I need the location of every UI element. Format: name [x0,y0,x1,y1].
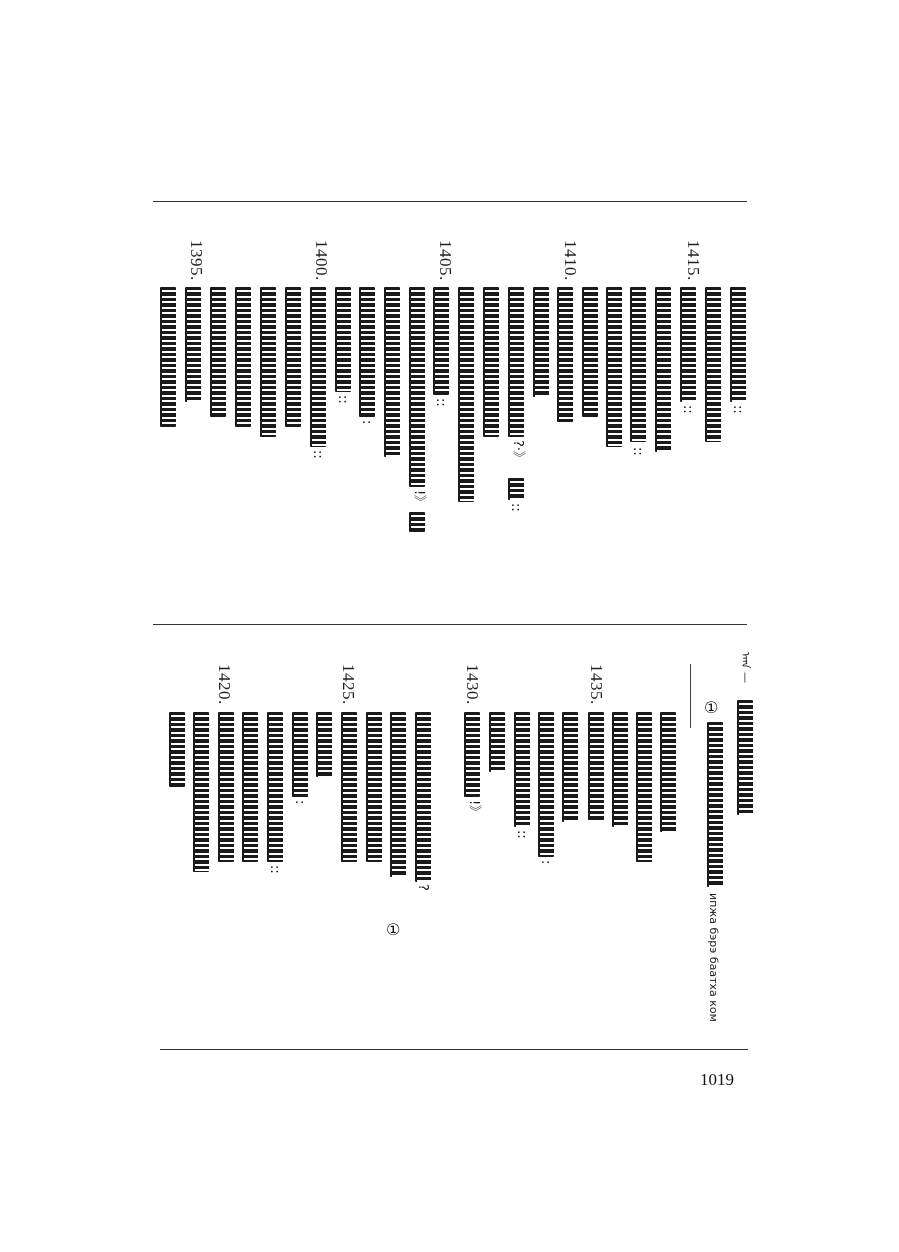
mongolian-line [160,287,176,427]
mongolian-line [680,287,696,402]
punctuation: :: [433,398,448,407]
mongolian-line [464,712,480,797]
mongolian-word [409,512,425,532]
footnote-reference: ① [386,920,401,939]
line-number: 1395. [187,240,206,281]
mongolian-line [655,287,671,452]
mongolian-line [557,287,573,422]
middle-rule [153,624,747,625]
footnote-dash-text: ᠠᠠᠨ — [739,652,752,683]
mongolian-line [185,287,201,402]
mongolian-line [285,287,301,427]
line-number: 1425. [339,664,358,705]
footnote-line [707,722,723,887]
punctuation: :: [680,405,695,414]
mongolian-line [458,287,474,502]
footnote-rule [690,664,691,728]
punctuation: :: [310,450,325,459]
mongolian-line [310,287,326,447]
mongolian-line [335,287,351,392]
punctuation: :: [335,395,350,404]
mongolian-line [705,287,721,442]
line-number: 1400. [312,240,331,281]
mongolian-line [210,287,226,417]
mongolian-line [582,287,598,417]
mongolian-word [508,478,524,500]
punctuation: : [292,800,307,805]
punctuation: ?·》 [510,440,525,465]
mongolian-line [483,287,499,437]
punctuation: !》 [466,800,481,819]
mongolian-line [730,287,746,402]
mongolian-line [533,287,549,397]
mongolian-line [660,712,676,832]
punctuation: :: [267,865,282,874]
punctuation: :: [730,405,745,414]
mongolian-line [489,712,505,772]
punctuation: : [359,420,374,425]
line-number: 1405. [436,240,455,281]
mongolian-line [514,712,530,827]
mongolian-line [242,712,258,862]
mongolian-line [409,287,425,487]
mongolian-line [366,712,382,862]
mongolian-line [341,712,357,862]
mongolian-line [169,712,185,787]
line-number: 1415. [684,240,703,281]
mongolian-line [606,287,622,447]
punctuation: : [538,860,553,865]
punctuation: ? [415,884,430,891]
mongolian-line [316,712,332,777]
mongolian-line [193,712,209,872]
mongolian-line [267,712,283,862]
punctuation: :: [508,503,523,512]
mongolian-line [218,712,234,862]
footnote-marker: ① [704,698,719,717]
mongolian-line [292,712,308,797]
mongolian-line [538,712,554,857]
mongolian-line [562,712,578,822]
top-rule [153,201,747,202]
mongolian-line [433,287,449,395]
mongolian-line [260,287,276,437]
line-number: 1420. [215,664,234,705]
punctuation: :: [630,447,645,456]
bottom-rule [160,1049,748,1050]
mongolian-line [588,712,604,820]
mongolian-line [390,712,406,877]
mongolian-line [612,712,628,827]
punctuation: :: [514,830,529,839]
mongolian-line [359,287,375,417]
mongolian-line [630,287,646,442]
footnote-trailing-text: ипжа бэрэ баатха ком [707,893,720,1022]
footnote-line [737,700,753,815]
mongolian-line [384,287,400,457]
mongolian-line [636,712,652,862]
line-number: 1430. [463,664,482,705]
punctuation: !》 [411,490,426,509]
line-number: 1435. [587,664,606,705]
mongolian-line [415,712,431,882]
line-number: 1410. [561,240,580,281]
page-number: 1019 [700,1070,734,1089]
mongolian-line [235,287,251,427]
mongolian-line [508,287,524,437]
